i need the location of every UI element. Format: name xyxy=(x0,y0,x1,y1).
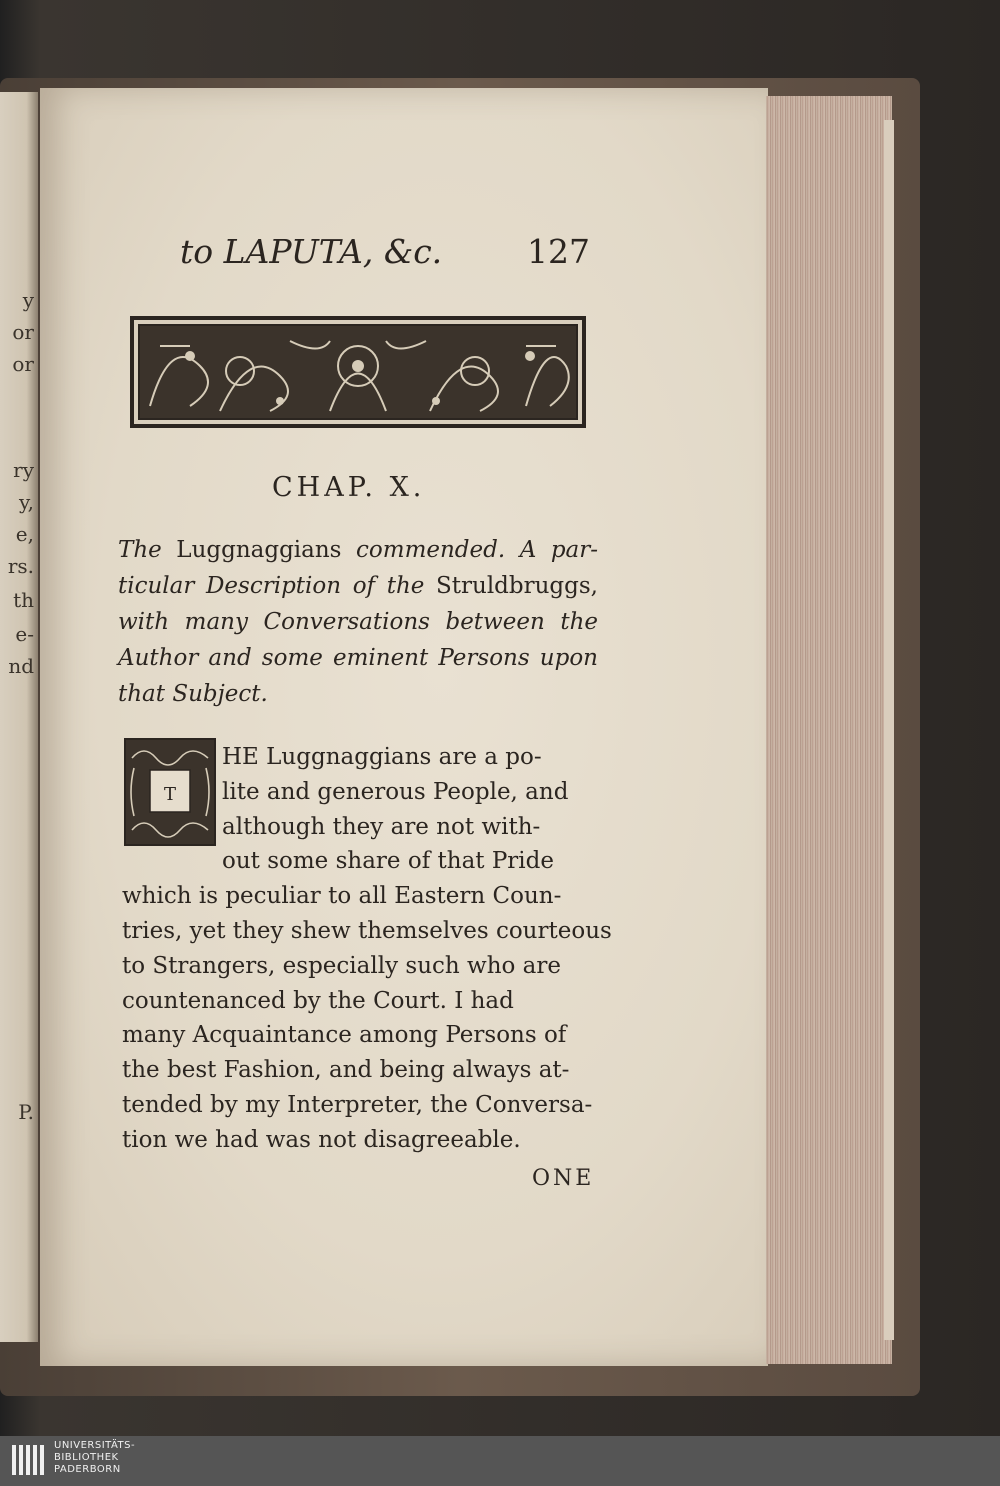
page-edges xyxy=(766,96,892,1364)
body-line: the best Fashion, and being always at- xyxy=(122,1057,570,1084)
summary-part: Luggnaggians xyxy=(176,537,342,563)
chapter-heading: CHAP. X. xyxy=(272,472,426,503)
body-line: although they are not with- xyxy=(222,813,541,840)
body-line: many Acquaintance among Persons of xyxy=(122,1022,567,1049)
body-line: HE Luggnaggians are a po- xyxy=(222,744,542,770)
page-number: 127 xyxy=(527,232,590,271)
left-fragment: th xyxy=(13,588,34,612)
summary-part: the Author and some eminent Persons xyxy=(118,609,598,671)
summary-part: with many Conversations between xyxy=(118,609,545,635)
left-fragment: P. xyxy=(18,1100,34,1124)
left-fragment: ry xyxy=(13,458,34,482)
body-line: tended by my Interpreter, the Conversa- xyxy=(122,1091,593,1118)
summary-part: ticular Description of the xyxy=(118,573,425,599)
summary-part: Struldbruggs, xyxy=(436,573,598,599)
body-line: out some share of that Pride xyxy=(222,848,554,875)
body-line: which is peculiar to all Eastern Coun- xyxy=(122,883,562,910)
summary-part: upon that Subject. xyxy=(118,645,598,707)
running-header xyxy=(180,232,600,282)
summary-part: The xyxy=(118,537,162,563)
page-edges-inner xyxy=(884,120,894,1340)
left-fragment: or xyxy=(12,352,34,376)
left-fragment: nd xyxy=(8,654,34,678)
body-line: tion we had was not disagreeable. xyxy=(122,1126,521,1153)
headpiece-ornament xyxy=(130,316,586,428)
left-fragment: or xyxy=(12,320,34,344)
left-fragment: rs. xyxy=(7,554,34,578)
library-logo-icon xyxy=(10,1441,50,1479)
chapter-summary xyxy=(118,532,598,712)
library-name-line: BIBLIOTHEK xyxy=(54,1452,119,1463)
left-fragment: y xyxy=(22,288,34,312)
body-line: tries, yet they shew themselves courteous xyxy=(122,917,612,944)
library-name xyxy=(54,1440,135,1476)
running-title: to LAPUTA, &c. xyxy=(180,232,443,271)
body-line: lite and generous People, and xyxy=(222,778,569,805)
left-fragment: e- xyxy=(15,622,34,646)
left-fragment: y, xyxy=(19,490,34,514)
catchword: ONE xyxy=(532,1166,595,1191)
body-line: countenanced by the Court. I had xyxy=(122,987,514,1014)
library-name-line: PADERBORN xyxy=(54,1464,121,1475)
summary-part: commended. A par- xyxy=(356,537,599,563)
body-line: to Strangers, especially such who are xyxy=(122,952,561,979)
drop-cap-letter: T xyxy=(163,784,177,805)
left-page-edge xyxy=(0,92,38,1342)
footer-bar xyxy=(0,1436,1000,1486)
left-fragment: e, xyxy=(15,522,34,546)
body-text xyxy=(122,740,612,1158)
library-name-line: UNIVERSITÄTS- xyxy=(54,1440,136,1451)
